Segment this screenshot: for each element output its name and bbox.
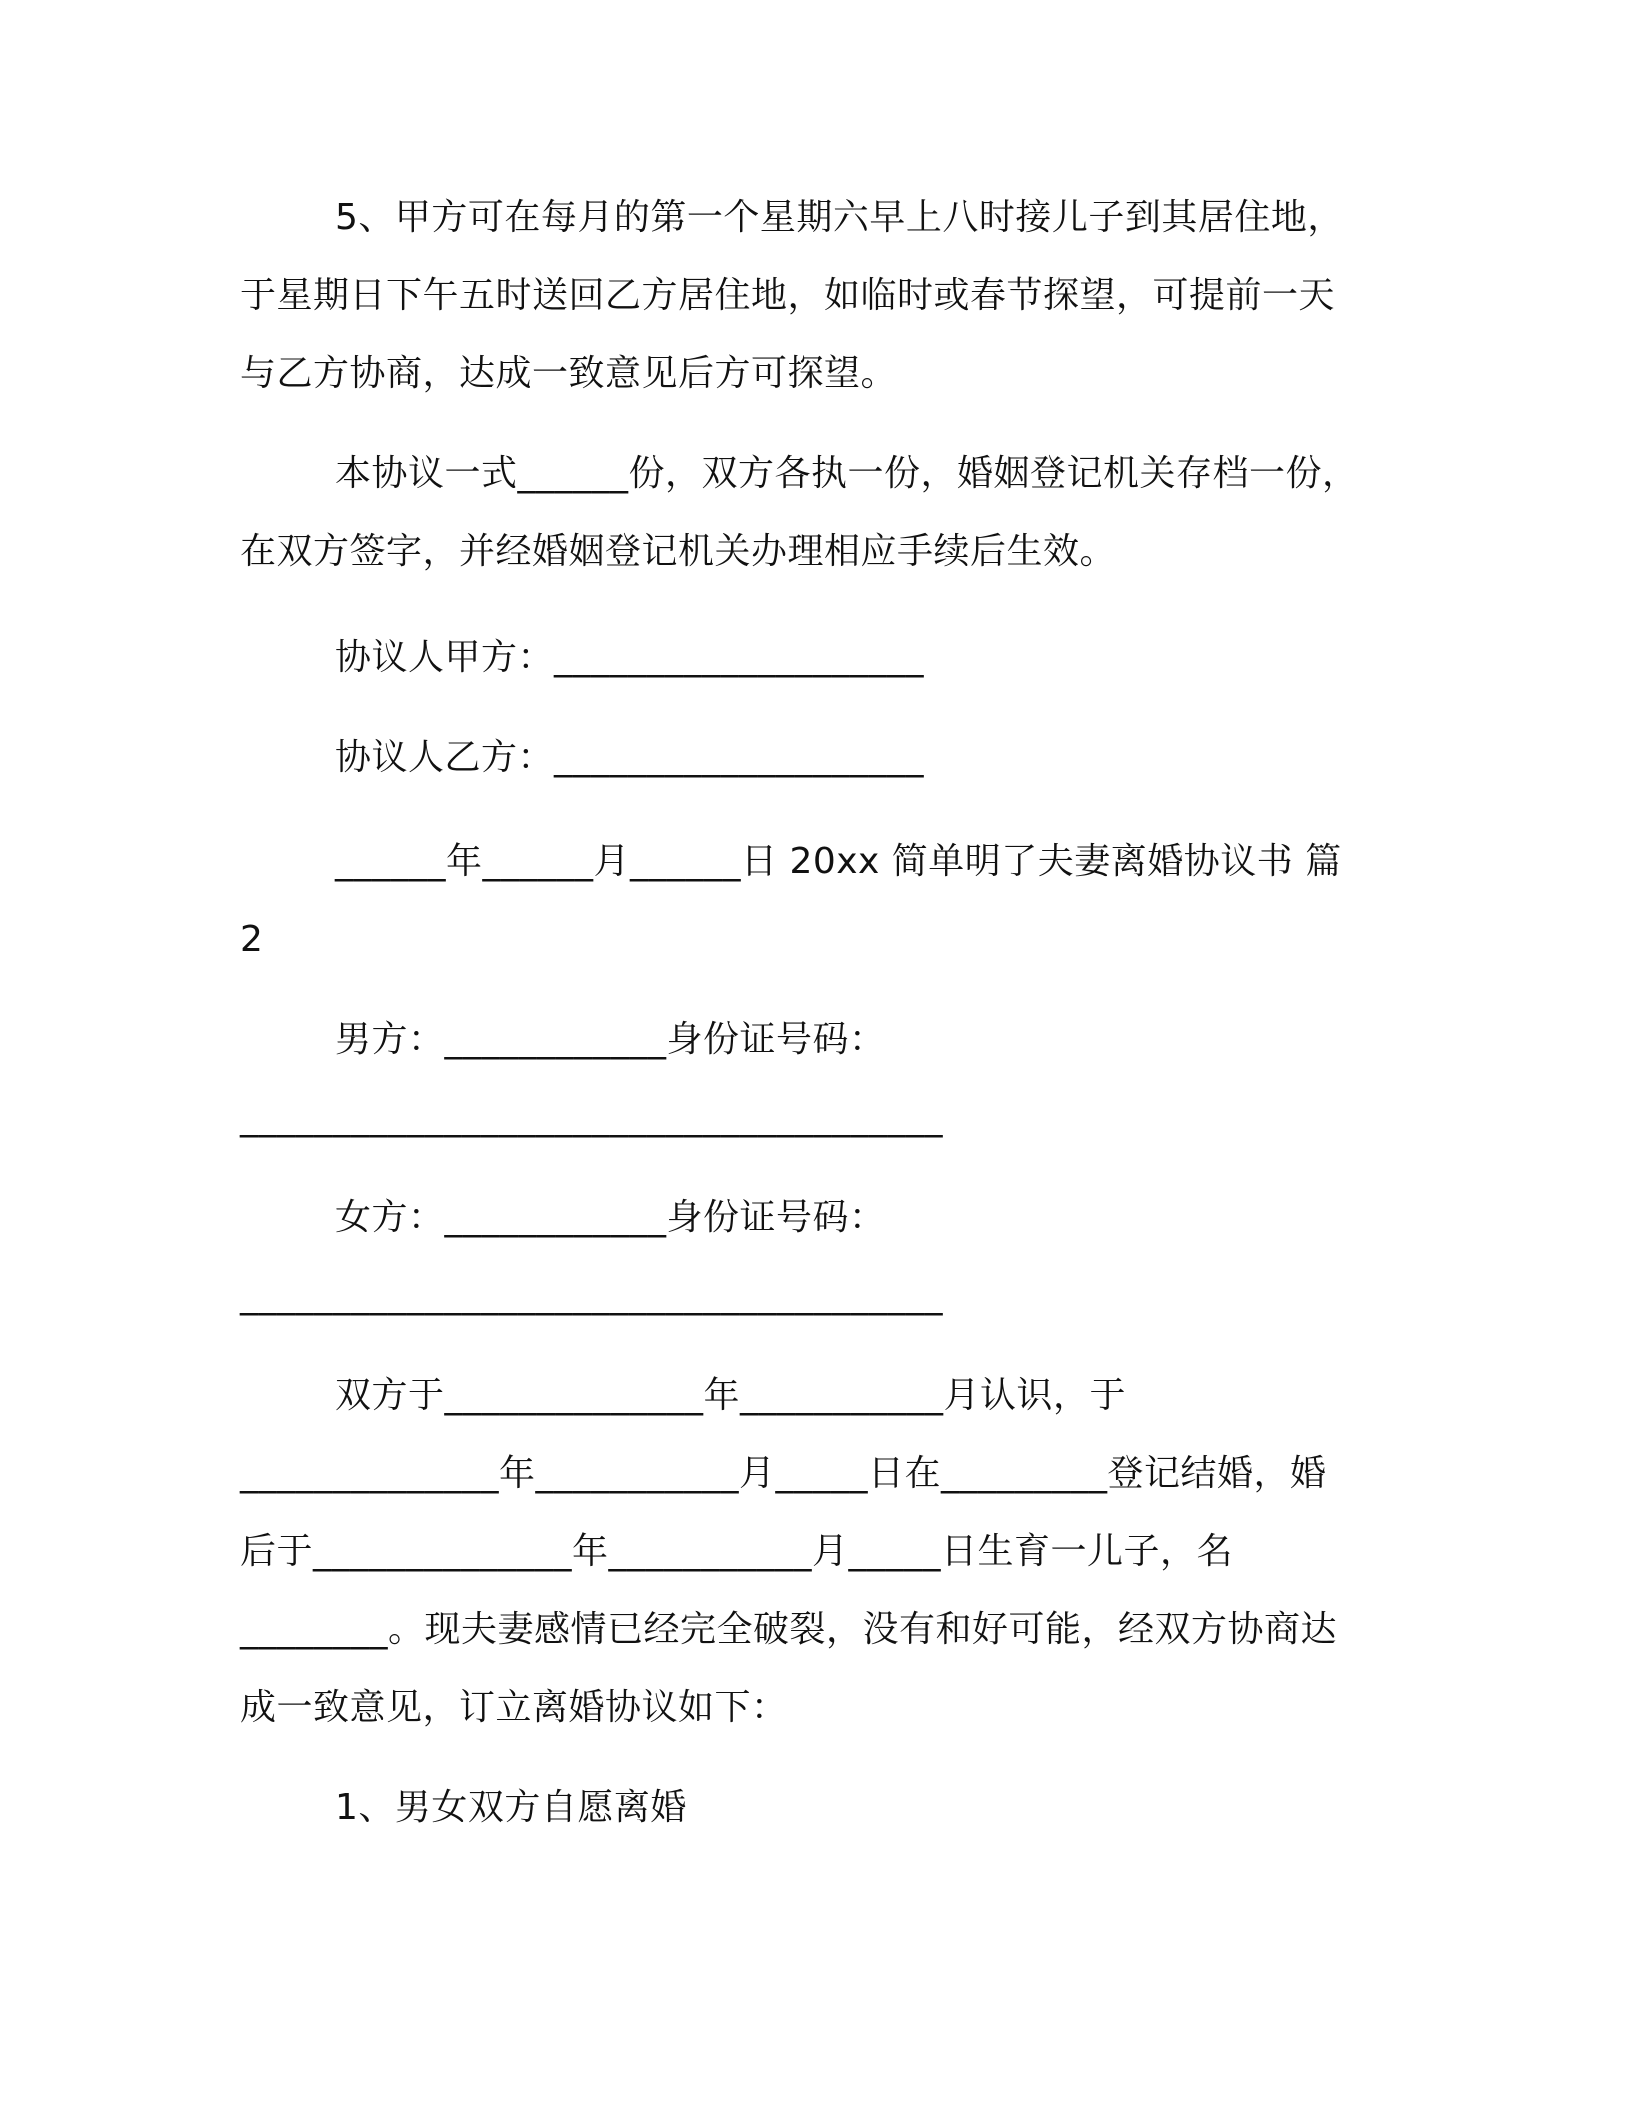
woman-info-line-2: ______________________________________: [240, 1275, 943, 1316]
copies-clause-line-1: 本协议一式______份，双方各执一份，婚姻登记机关存档一份，: [335, 453, 1359, 494]
date-heading-line-2: 2: [240, 919, 264, 960]
intro-line-5: 成一致意见，订立离婚协议如下：: [240, 1687, 788, 1728]
man-info-line-2: ______________________________________: [240, 1097, 943, 1138]
date-heading-line-1: ______年______月______日 20xx 简单明了夫妻离婚协议书 篇: [335, 841, 1342, 882]
signature-party-b: 协议人乙方：____________________: [335, 737, 925, 778]
intro-line-4: ________。现夫妻感情已经完全破裂，没有和好可能，经双方协商达: [240, 1609, 1338, 1650]
man-info-line-1: 男方：____________身份证号码：: [335, 1019, 886, 1060]
signature-party-a: 协议人甲方：____________________: [335, 637, 925, 678]
intro-line-1: 双方于______________年___________月认识，于: [335, 1375, 1127, 1416]
paragraph-5-line-2: 于星期日下午五时送回乙方居住地，如临时或春节探望，可提前一天: [240, 275, 1336, 316]
copies-clause-line-2: 在双方签字，并经婚姻登记机关办理相应手续后生效。: [240, 531, 1117, 572]
intro-line-3: 后于______________年___________月_____日生育一儿子，名: [240, 1531, 1234, 1572]
paragraph-5-line-3: 与乙方协商，达成一致意见后方可探望。: [240, 353, 898, 394]
intro-line-2: ______________年___________月_____日在_________登记结婚，婚: [240, 1453, 1327, 1494]
woman-info-line-1: 女方：____________身份证号码：: [335, 1197, 886, 1238]
item-1: 1、男女双方自愿离婚: [335, 1787, 687, 1828]
paragraph-5-line-1: 5、甲方可在每月的第一个星期六早上八时接儿子到其居住地，: [335, 197, 1344, 238]
